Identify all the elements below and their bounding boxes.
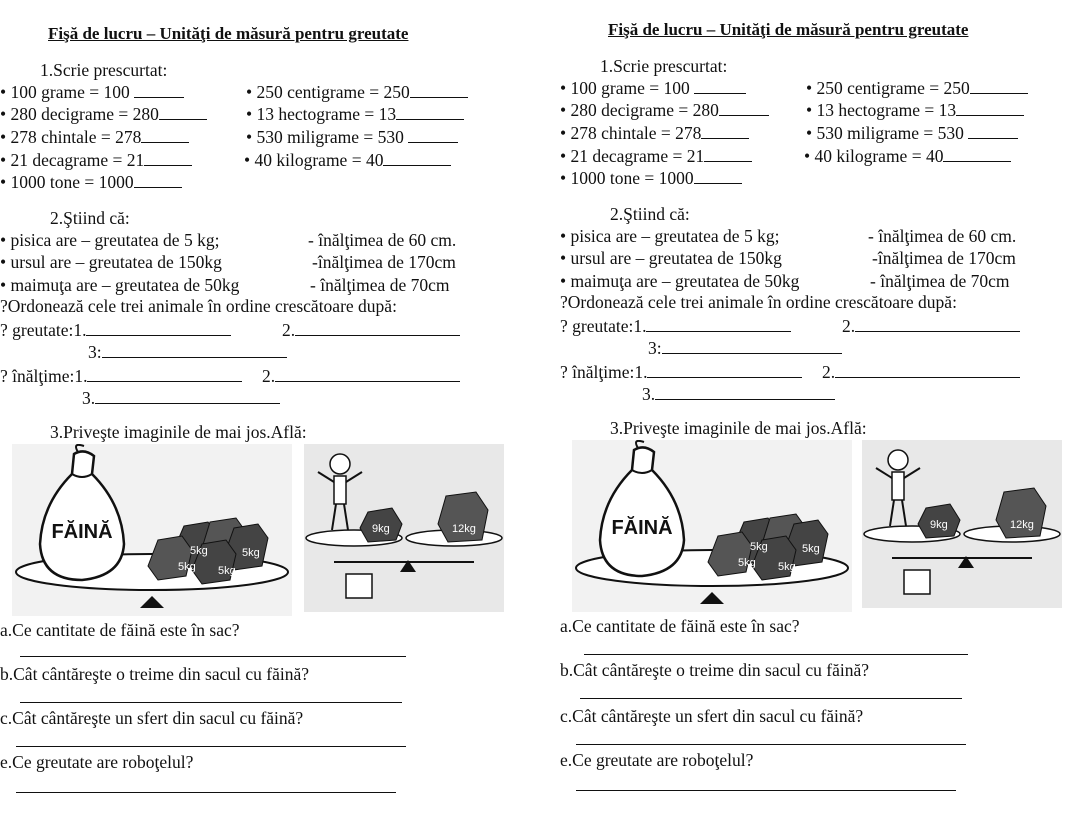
ex1-item: • 1000 tone = 1000 bbox=[560, 168, 694, 188]
worksheet-right bbox=[558, 0, 1070, 820]
ex2-height: -înălţimea de 170cm bbox=[872, 248, 1016, 268]
ex1-item: • 100 grame = 100 bbox=[560, 78, 690, 98]
worksheet-title: Fişă de lucru – Unităţi de măsură pentru greutate bbox=[48, 24, 409, 43]
question-b: b.Cât cântăreşte o treime din sacul cu făină? bbox=[0, 664, 310, 684]
answer-blank[interactable] bbox=[970, 79, 1028, 94]
ex3-heading: 3.Priveşte imaginile de mai jos.Află: bbox=[50, 422, 307, 442]
answer-blank[interactable] bbox=[410, 83, 468, 98]
ex2-instruction: ?Ordonează cele trei animale în ordine crescătoare după: bbox=[560, 292, 957, 312]
ex2-height: -înălţimea de 170cm bbox=[312, 252, 456, 272]
ex2-animal: • ursul are – greutatea de 150kg bbox=[560, 248, 782, 268]
ex3-heading: 3.Priveşte imaginile de mai jos.Află: bbox=[610, 418, 867, 438]
order-3: 3. bbox=[642, 384, 656, 404]
question-b: b.Cât cântăreşte o treime din sacul cu făină? bbox=[560, 660, 870, 680]
answer-line[interactable] bbox=[16, 746, 406, 747]
height-label: ? înălţime:1. bbox=[0, 366, 88, 386]
answer-blank[interactable] bbox=[835, 363, 1020, 378]
question-a: a.Ce cantitate de făină este în sac? bbox=[560, 616, 800, 636]
ex1-item: • 250 centigrame = 250 bbox=[806, 78, 970, 98]
ex1-item: • 40 kilograme = 40 bbox=[244, 150, 384, 170]
ex1-item: • 250 centigrame = 250 bbox=[246, 82, 410, 102]
weight-label: 12kg bbox=[1010, 519, 1034, 531]
answer-line[interactable] bbox=[580, 698, 962, 699]
answer-blank[interactable] bbox=[144, 151, 192, 166]
answer-blank[interactable] bbox=[275, 367, 460, 382]
ex1-item: • 21 decagrame = 21 bbox=[560, 146, 705, 166]
answer-blank[interactable] bbox=[943, 147, 1011, 162]
answer-blank[interactable] bbox=[95, 389, 280, 404]
ex1-item: • 21 decagrame = 21 bbox=[0, 150, 145, 170]
robot-balance bbox=[304, 444, 504, 612]
flour-sack-balance bbox=[572, 440, 852, 612]
weight-label: 5kg bbox=[218, 565, 236, 577]
answer-blank[interactable] bbox=[141, 128, 189, 143]
ex2-instruction: ?Ordonează cele trei animale în ordine crescătoare după: bbox=[0, 296, 397, 316]
weight-label: 9kg bbox=[372, 523, 390, 535]
weight-label: 5kg bbox=[802, 543, 820, 555]
answer-blank[interactable] bbox=[383, 151, 451, 166]
answer-blank[interactable] bbox=[655, 385, 835, 400]
ex1-item: • 40 kilograme = 40 bbox=[804, 146, 944, 166]
answer-blank[interactable] bbox=[719, 101, 769, 116]
weight-label: 9kg bbox=[930, 519, 948, 531]
answer-line[interactable] bbox=[576, 744, 966, 745]
worksheet-title: Fişă de lucru – Unităţi de măsură pentru greutate bbox=[608, 20, 969, 39]
order-2: 2. bbox=[262, 366, 276, 386]
answer-blank[interactable] bbox=[134, 83, 184, 98]
ex2-height: - înălţimea de 60 cm. bbox=[868, 226, 1017, 246]
answer-blank[interactable] bbox=[968, 124, 1018, 139]
question-c: c.Cât cântăreşte un sfert din sacul cu făină? bbox=[0, 708, 304, 728]
ex1-item: • 530 miligrame = 530 bbox=[806, 123, 964, 143]
weight-label: 5kg bbox=[190, 545, 208, 557]
ex2-animal: • maimuţa are – greutatea de 50kg bbox=[560, 271, 800, 291]
weight-label: ? greutate:1. bbox=[560, 316, 647, 336]
ex1-item: • 530 miligrame = 530 bbox=[246, 127, 404, 147]
answer-line[interactable] bbox=[16, 792, 396, 793]
height-label: ? înălţime:1. bbox=[560, 362, 648, 382]
weight-label: 5kg bbox=[738, 557, 756, 569]
question-a: a.Ce cantitate de făină este în sac? bbox=[0, 620, 240, 640]
order-2: 2. bbox=[282, 320, 296, 340]
ex2-height: - înălţimea de 60 cm. bbox=[308, 230, 457, 250]
ex1-item: • 278 chintale = 278 bbox=[0, 127, 142, 147]
answer-blank[interactable] bbox=[396, 105, 464, 120]
answer-blank[interactable] bbox=[86, 321, 231, 336]
weight-label: 5kg bbox=[242, 547, 260, 559]
ex1-item: • 100 grame = 100 bbox=[0, 82, 130, 102]
answer-blank[interactable] bbox=[408, 128, 458, 143]
ex1-item: • 278 chintale = 278 bbox=[560, 123, 702, 143]
answer-blank[interactable] bbox=[694, 169, 742, 184]
question-e: e.Ce greutate are roboţelul? bbox=[0, 752, 194, 772]
weight-label: 5kg bbox=[778, 561, 796, 573]
answer-box[interactable] bbox=[346, 574, 372, 598]
weight-label: 12kg bbox=[452, 523, 476, 535]
answer-blank[interactable] bbox=[704, 147, 752, 162]
answer-blank[interactable] bbox=[102, 343, 287, 358]
order-3: 3. bbox=[82, 388, 96, 408]
ex2-heading: 2.Ştiind că: bbox=[610, 204, 690, 224]
ex2-animal: • maimuţa are – greutatea de 50kg bbox=[0, 275, 240, 295]
robot-balance bbox=[862, 440, 1062, 608]
ex2-height: - înălţimea de 70cm bbox=[870, 271, 1010, 291]
answer-blank[interactable] bbox=[295, 321, 460, 336]
ex1-item: • 280 decigrame = 280 bbox=[0, 104, 159, 124]
flour-sack-balance bbox=[12, 444, 292, 616]
ex2-height: - înălţimea de 70cm bbox=[310, 275, 450, 295]
answer-line[interactable] bbox=[584, 654, 968, 655]
answer-line[interactable] bbox=[20, 702, 402, 703]
answer-line[interactable] bbox=[576, 790, 956, 791]
ex2-animal: • pisica are – greutatea de 5 kg; bbox=[0, 230, 220, 250]
ex2-animal: • ursul are – greutatea de 150kg bbox=[0, 252, 222, 272]
answer-blank[interactable] bbox=[956, 101, 1024, 116]
ex1-item: • 13 hectograme = 13 bbox=[806, 100, 957, 120]
order-3: 3: bbox=[88, 342, 102, 362]
ex1-item: • 13 hectograme = 13 bbox=[246, 104, 397, 124]
worksheet-left bbox=[0, 0, 530, 820]
ex2-heading: 2.Ştiind că: bbox=[50, 208, 130, 228]
ex1-heading: 1.Scrie prescurtat: bbox=[40, 60, 168, 80]
answer-blank[interactable] bbox=[87, 367, 242, 382]
sack-label: FĂINĂ bbox=[51, 521, 113, 543]
answer-blank[interactable] bbox=[647, 363, 802, 378]
answer-line[interactable] bbox=[20, 656, 406, 657]
ex1-item: • 280 decigrame = 280 bbox=[560, 100, 719, 120]
order-2: 2. bbox=[822, 362, 836, 382]
answer-blank[interactable] bbox=[701, 124, 749, 139]
answer-blank[interactable] bbox=[694, 79, 746, 94]
answer-box[interactable] bbox=[904, 570, 930, 594]
ex1-heading: 1.Scrie prescurtat: bbox=[600, 56, 728, 76]
ex2-animal: • pisica are – greutatea de 5 kg; bbox=[560, 226, 780, 246]
weight-label: 5kg bbox=[178, 561, 196, 573]
ex1-item: • 1000 tone = 1000 bbox=[0, 172, 134, 192]
answer-blank[interactable] bbox=[159, 105, 207, 120]
order-3: 3: bbox=[648, 338, 662, 358]
sack-label: FĂINĂ bbox=[611, 517, 673, 539]
question-c: c.Cât cântăreşte un sfert din sacul cu făină? bbox=[560, 706, 864, 726]
order-2: 2. bbox=[842, 316, 856, 336]
answer-blank[interactable] bbox=[855, 317, 1020, 332]
answer-blank[interactable] bbox=[662, 339, 842, 354]
weight-label: ? greutate:1. bbox=[0, 320, 87, 340]
answer-blank[interactable] bbox=[646, 317, 791, 332]
question-e: e.Ce greutate are roboţelul? bbox=[560, 750, 754, 770]
answer-blank[interactable] bbox=[134, 173, 182, 188]
weight-label: 5kg bbox=[750, 541, 768, 553]
